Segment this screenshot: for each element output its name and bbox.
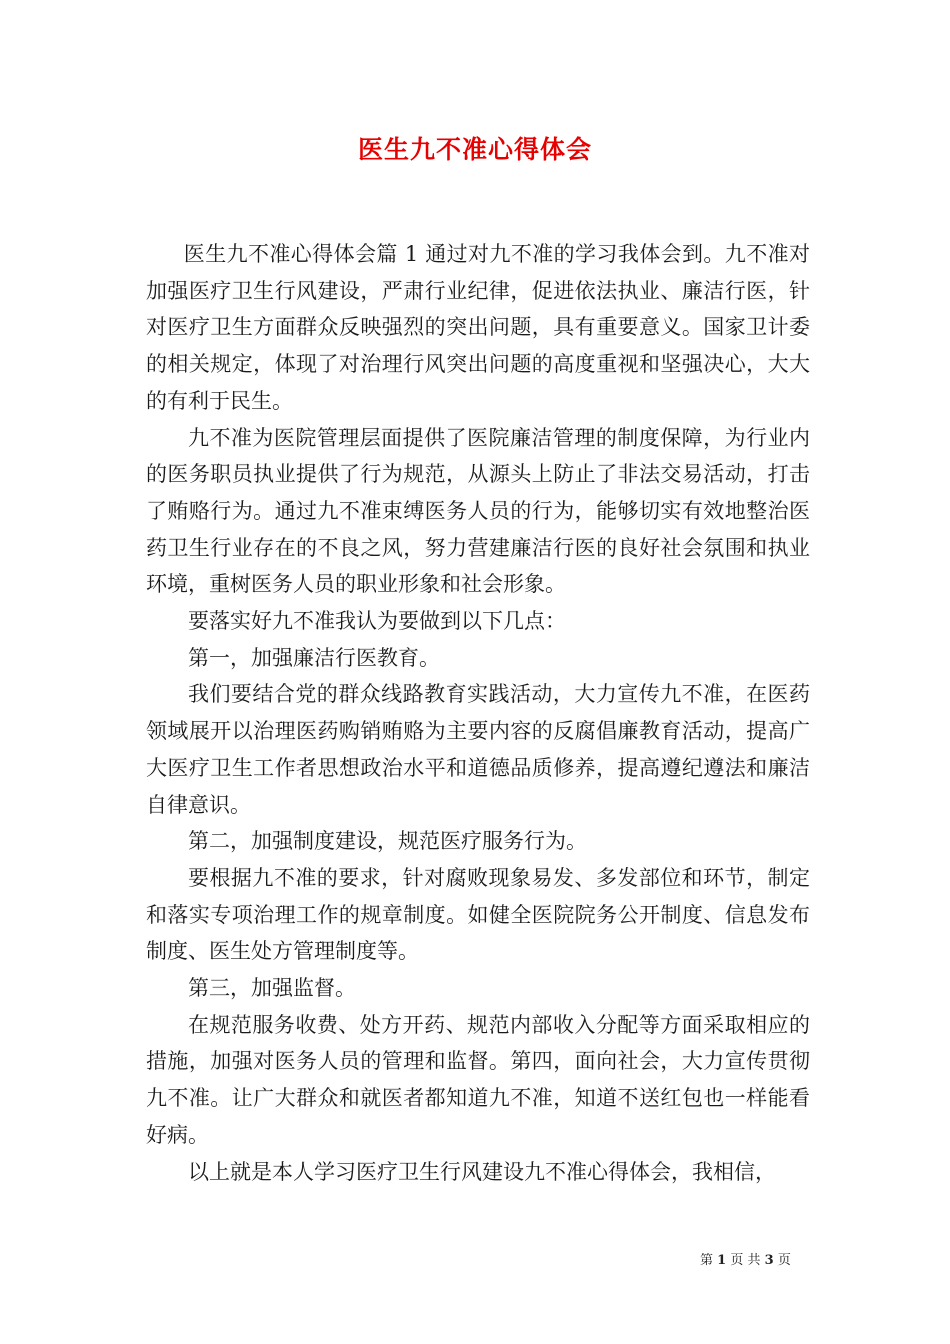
paragraph: 第三，加强监督。	[188, 976, 356, 1001]
document-body	[146, 236, 810, 1190]
footer-suffix: 页	[777, 1253, 791, 1268]
paragraph: 以上就是本人学习医疗卫生行风建设九不准心得体会，我相信，	[188, 1159, 776, 1184]
total-pages-number: 3	[764, 1253, 774, 1268]
paragraph: 第一，加强廉洁行医教育。	[188, 645, 440, 670]
paragraph: 医生九不准心得体会篇 1 通过对九不准的学习我体会到。九不准对加强医疗卫生行风建设，严肃行业纪律，促进依法执业、廉洁行医，针对医疗卫生方面群众反映强烈的突出问题，具有重要意义。国家卫计委的相关规定，体现了对治理行风突出问题的高度重视和坚强决心，大大的有利于民生。	[146, 242, 810, 413]
footer-middle: 页 共	[730, 1253, 761, 1268]
current-page-number: 1	[717, 1253, 727, 1268]
document-title: 医生九不准心得体会	[357, 135, 592, 164]
paragraph: 在规范服务收费、处方开药、规范内部收入分配等方面采取相应的措施，加强对医务人员的管理和监督。第四，面向社会，大力宣传贯彻九不准。让广大群众和就医者都知道九不准，知道不送红包也一样能看好病。	[146, 1012, 810, 1147]
page-number-footer	[700, 1249, 791, 1268]
footer-prefix: 第	[700, 1253, 714, 1268]
paragraph: 我们要结合党的群众线路教育实践活动，大力宣传九不准，在医药领域展开以治理医药购销贿赂为主要内容的反腐倡廉教育活动，提高广大医疗卫生工作者思想政治水平和道德品质修养，提高遵纪遵法和廉洁自律意识。	[146, 682, 810, 817]
paragraph: 第二，加强制度建设，规范医疗服务行为。	[188, 829, 587, 854]
paragraph: 要落实好九不准我认为要做到以下几点：	[188, 609, 566, 634]
paragraph: 要根据九不准的要求，针对腐败现象易发、多发部位和环节，制定和落实专项治理工作的规章制度。如健全医院院务公开制度、信息发布制度、医生处方管理制度等。	[146, 865, 810, 964]
paragraph: 九不准为医院管理层面提供了医院廉洁管理的制度保障，为行业内的医务职员执业提供了行为规范，从源头上防止了非法交易活动，打击了贿赂行为。通过九不准束缚医务人员的行为，能够切实有效地整治医药卫生行业存在的不良之风，努力营建廉洁行医的良好社会氛围和执业环境，重树医务人员的职业形象和社会形象。	[146, 425, 810, 597]
